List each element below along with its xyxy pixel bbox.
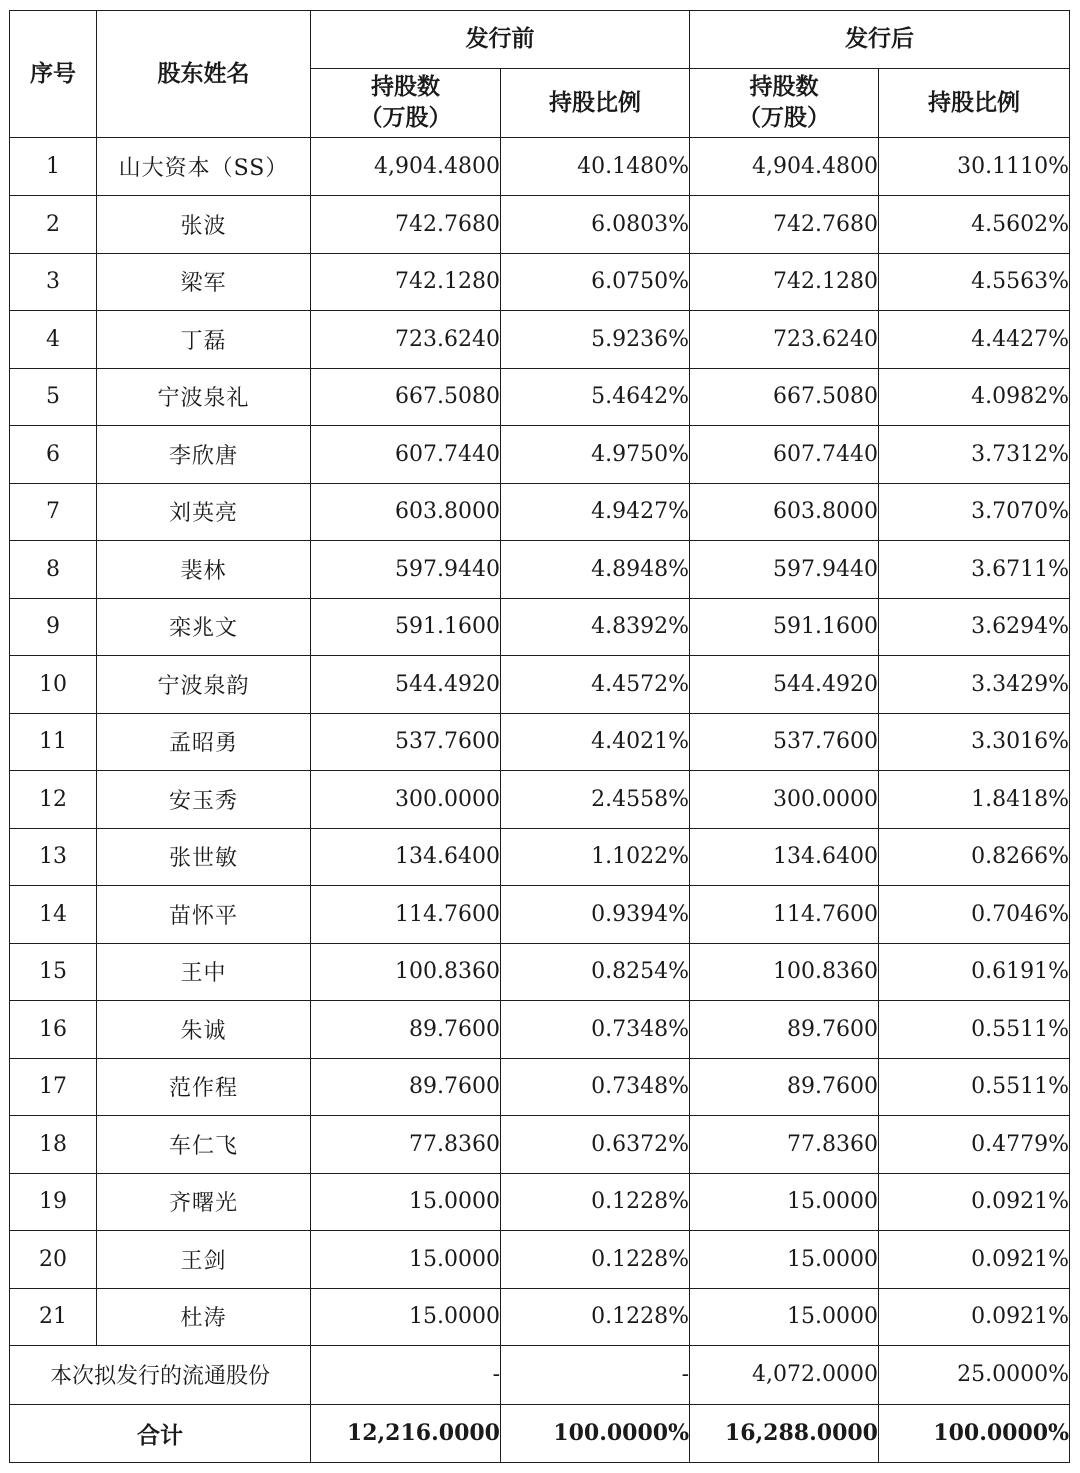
cell-after-shares: 4,904.4800 [690,138,879,196]
cell-after-shares: 15.0000 [690,1231,879,1289]
cell-after-ratio: 0.5511% [879,1001,1070,1059]
cell-after-ratio: 0.0921% [879,1288,1070,1346]
cell-after-ratio: 3.3016% [879,713,1070,771]
cell-after-ratio: 0.4779% [879,1116,1070,1174]
cell-seq: 2 [10,196,97,254]
cell-before-ratio: 0.1228% [501,1231,690,1289]
header-after-shares [690,69,879,138]
cell-before-shares: 544.4920 [311,656,501,714]
table-row [10,771,1070,829]
cell-seq: 13 [10,828,97,886]
cell-after-ratio: 30.1110% [879,138,1070,196]
cell-shareholder-name: 王中 [97,943,311,1001]
cell-after-shares: 100.8360 [690,943,879,1001]
cell-before-ratio: 6.0750% [501,253,690,311]
cell-before-shares: 723.6240 [311,311,501,369]
cell-shareholder-name: 刘英亮 [97,483,311,541]
cell-shareholder-name: 范作程 [97,1058,311,1116]
cell-shareholder-name: 山大资本（SS） [97,138,311,196]
cell-after-ratio: 3.6294% [879,598,1070,656]
total-row [10,1404,1070,1462]
cell-after-shares: 134.6400 [690,828,879,886]
public-float-after-ratio: 25.0000% [879,1346,1070,1405]
cell-before-shares: 607.7440 [311,426,501,484]
table-row [10,253,1070,311]
header-shareholder-name: 股东姓名 [97,11,311,138]
cell-after-shares: 723.6240 [690,311,879,369]
cell-before-shares: 77.8360 [311,1116,501,1174]
cell-seq: 8 [10,541,97,599]
cell-before-shares: 89.7600 [311,1001,501,1059]
cell-after-shares: 15.0000 [690,1288,879,1346]
cell-before-ratio: 40.1480% [501,138,690,196]
cell-seq: 19 [10,1173,97,1231]
cell-shareholder-name: 王剑 [97,1231,311,1289]
cell-before-ratio: 2.4558% [501,771,690,829]
total-before-shares: 12,216.0000 [311,1404,501,1462]
cell-before-ratio: 4.9427% [501,483,690,541]
cell-after-shares: 667.5080 [690,368,879,426]
cell-seq: 17 [10,1058,97,1116]
header-after-issuance: 发行后 [690,11,1070,69]
table-row [10,138,1070,196]
table-footer [10,1346,1070,1463]
cell-after-ratio: 0.0921% [879,1231,1070,1289]
header-seq: 序号 [10,11,97,138]
table-row [10,828,1070,886]
header-before-shares [311,69,501,138]
cell-after-shares: 537.7600 [690,713,879,771]
cell-seq: 6 [10,426,97,484]
cell-shareholder-name: 朱诚 [97,1001,311,1059]
cell-before-shares: 603.8000 [311,483,501,541]
cell-before-shares: 15.0000 [311,1231,501,1289]
public-float-after-shares: 4,072.0000 [690,1346,879,1405]
cell-shareholder-name: 裴林 [97,541,311,599]
cell-before-ratio: 4.4572% [501,656,690,714]
header-row-1 [10,11,1070,69]
cell-shareholder-name: 李欣唐 [97,426,311,484]
cell-shareholder-name: 杜涛 [97,1288,311,1346]
cell-before-shares: 537.7600 [311,713,501,771]
cell-seq: 20 [10,1231,97,1289]
cell-after-ratio: 4.0982% [879,368,1070,426]
cell-before-shares: 742.7680 [311,196,501,254]
cell-seq: 11 [10,713,97,771]
table-row [10,656,1070,714]
cell-after-ratio: 1.8418% [879,771,1070,829]
total-after-shares: 16,288.0000 [690,1404,879,1462]
table-row [10,1173,1070,1231]
cell-before-shares: 89.7600 [311,1058,501,1116]
cell-seq: 14 [10,886,97,944]
cell-after-ratio: 0.7046% [879,886,1070,944]
cell-seq: 4 [10,311,97,369]
cell-before-ratio: 0.1228% [501,1173,690,1231]
header-shares-unit: （万股） [738,105,830,131]
cell-after-ratio: 0.0921% [879,1173,1070,1231]
cell-seq: 10 [10,656,97,714]
header-before-issuance: 发行前 [311,11,690,69]
table-row [10,368,1070,426]
cell-before-ratio: 5.4642% [501,368,690,426]
cell-after-shares: 300.0000 [690,771,879,829]
cell-after-shares: 77.8360 [690,1116,879,1174]
cell-shareholder-name: 车仁飞 [97,1116,311,1174]
cell-shareholder-name: 张波 [97,196,311,254]
header-before-ratio: 持股比例 [501,69,690,138]
table-row [10,196,1070,254]
cell-seq: 15 [10,943,97,1001]
cell-before-ratio: 0.9394% [501,886,690,944]
cell-before-shares: 300.0000 [311,771,501,829]
cell-before-ratio: 0.8254% [501,943,690,1001]
table-row [10,598,1070,656]
cell-after-shares: 89.7600 [690,1001,879,1059]
public-float-label: 本次拟发行的流通股份 [10,1346,311,1405]
cell-before-shares: 15.0000 [311,1173,501,1231]
cell-before-shares: 667.5080 [311,368,501,426]
cell-after-shares: 607.7440 [690,426,879,484]
cell-shareholder-name: 梁军 [97,253,311,311]
cell-after-ratio: 3.6711% [879,541,1070,599]
cell-after-ratio: 3.3429% [879,656,1070,714]
cell-before-ratio: 1.1022% [501,828,690,886]
cell-before-shares: 100.8360 [311,943,501,1001]
table-row [10,1001,1070,1059]
cell-after-ratio: 0.8266% [879,828,1070,886]
cell-after-ratio: 4.5563% [879,253,1070,311]
cell-before-ratio: 0.1228% [501,1288,690,1346]
cell-after-ratio: 0.5511% [879,1058,1070,1116]
table-body [10,138,1070,1346]
table-row [10,886,1070,944]
cell-seq: 7 [10,483,97,541]
cell-before-shares: 742.1280 [311,253,501,311]
table-row [10,1058,1070,1116]
cell-before-ratio: 4.4021% [501,713,690,771]
table-row [10,1231,1070,1289]
cell-seq: 18 [10,1116,97,1174]
header-shares-label: 持股数 [749,74,819,100]
cell-before-ratio: 4.8948% [501,541,690,599]
cell-shareholder-name: 安玉秀 [97,771,311,829]
cell-before-ratio: 5.9236% [501,311,690,369]
cell-after-shares: 89.7600 [690,1058,879,1116]
cell-after-shares: 742.1280 [690,253,879,311]
table-row [10,426,1070,484]
cell-seq: 1 [10,138,97,196]
cell-before-ratio: 4.8392% [501,598,690,656]
cell-after-ratio: 3.7312% [879,426,1070,484]
header-shares-unit: （万股） [359,105,452,131]
cell-before-ratio: 6.0803% [501,196,690,254]
cell-before-shares: 15.0000 [311,1288,501,1346]
cell-after-shares: 603.8000 [690,483,879,541]
public-float-row [10,1346,1070,1405]
cell-shareholder-name: 张世敏 [97,828,311,886]
cell-after-shares: 597.9440 [690,541,879,599]
cell-seq: 5 [10,368,97,426]
cell-after-shares: 114.7600 [690,886,879,944]
cell-before-ratio: 4.9750% [501,426,690,484]
cell-shareholder-name: 苗怀平 [97,886,311,944]
total-label: 合计 [10,1404,311,1462]
total-after-ratio: 100.0000% [879,1404,1070,1462]
cell-seq: 3 [10,253,97,311]
table-row [10,1116,1070,1174]
cell-before-shares: 114.7600 [311,886,501,944]
table-row [10,311,1070,369]
cell-shareholder-name: 齐曙光 [97,1173,311,1231]
table-row [10,483,1070,541]
cell-shareholder-name: 宁波泉礼 [97,368,311,426]
header-after-ratio: 持股比例 [879,69,1070,138]
cell-after-ratio: 0.6191% [879,943,1070,1001]
table-row [10,713,1070,771]
cell-shareholder-name: 栾兆文 [97,598,311,656]
public-float-before-ratio: - [501,1346,690,1405]
cell-before-ratio: 0.7348% [501,1058,690,1116]
cell-after-shares: 15.0000 [690,1173,879,1231]
table-row [10,541,1070,599]
table-row [10,1288,1070,1346]
cell-after-shares: 544.4920 [690,656,879,714]
cell-after-ratio: 3.7070% [879,483,1070,541]
shareholding-table [9,10,1070,1463]
cell-seq: 21 [10,1288,97,1346]
cell-shareholder-name: 丁磊 [97,311,311,369]
public-float-before-shares: - [311,1346,501,1405]
cell-before-ratio: 0.7348% [501,1001,690,1059]
cell-seq: 9 [10,598,97,656]
cell-shareholder-name: 孟昭勇 [97,713,311,771]
table-row [10,943,1070,1001]
cell-before-shares: 597.9440 [311,541,501,599]
cell-before-ratio: 0.6372% [501,1116,690,1174]
cell-before-shares: 591.1600 [311,598,501,656]
cell-seq: 12 [10,771,97,829]
cell-after-ratio: 4.4427% [879,311,1070,369]
cell-after-ratio: 4.5602% [879,196,1070,254]
cell-shareholder-name: 宁波泉韵 [97,656,311,714]
cell-after-shares: 591.1600 [690,598,879,656]
header-shares-label: 持股数 [371,74,440,100]
shareholding-table-container [9,10,1070,1463]
cell-seq: 16 [10,1001,97,1059]
cell-before-shares: 4,904.4800 [311,138,501,196]
cell-after-shares: 742.7680 [690,196,879,254]
total-before-ratio: 100.0000% [501,1404,690,1462]
cell-before-shares: 134.6400 [311,828,501,886]
